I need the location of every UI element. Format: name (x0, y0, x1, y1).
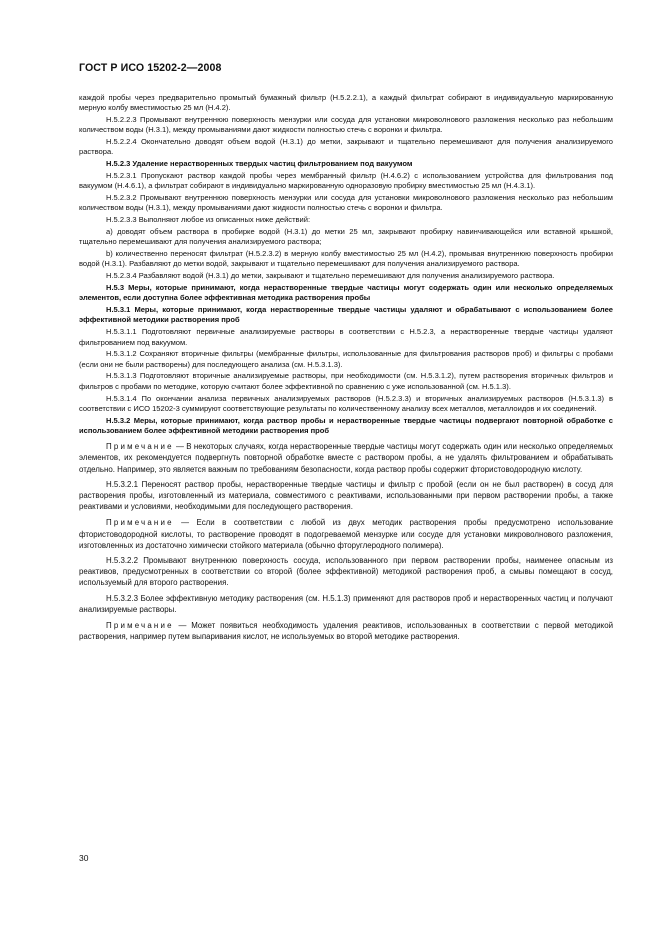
section-heading: Н.5.3.1 Меры, которые принимают, когда нерастворенные твердые частицы удаляют и обрабатывают с использованием более эффективной методики растворения проб (79, 305, 613, 325)
list-item: b) количественно переносят фильтрат (Н.5.2.3.2) в мерную колбу вместимостью 25 мл (Н.4.2), промывая внутреннюю поверхность пробирки водой (Н.3.1). Разбавляют до метки водой, закрывают и тщательно перемешивают для получения анализируемого раствора. (79, 249, 613, 269)
note-text: — Если в соответствии с любой из двух методик растворения пробы предусмотрено использование фтористоводородной кислоты, то растворение проводят в подогреваемой мензурке или сосуде для установки микроволнового разложения, изготовленных из достаточно химически стойкого материала (обычно фторуглеродного полимера). (79, 518, 613, 550)
note (79, 441, 613, 475)
paragraph: Н.5.3.1.2 Сохраняют вторичные фильтры (мембранные фильтры, использованные для фильтрования растворов проб) и фильтры с пробами (если они не были растворены) для последующего анализа (см. Н.5.3.1.3). (79, 349, 613, 369)
section-heading: Н.5.3 Меры, которые принимают, когда нерастворенные твердые частицы могут содержать один или несколько определяемых элементов, если доступна более эффективная методика растворения пробы (79, 283, 613, 303)
paragraph: Н.5.3.2.2 Промывают внутреннюю поверхность сосуда, использованного при первом растворении пробы, наименее опасным из реактивов, предусмотренных в соответствии со второй (более эффективной) методикой растворения проб, а смывы помещают в сосуд, используемый для второго растворения. (79, 556, 613, 588)
paragraph: Н.5.2.3.4 Разбавляют водой (Н.3.1) до метки, закрывают и тщательно перемешивают для получения анализируемого раствора. (106, 271, 555, 281)
note-label: Примечание (106, 442, 174, 452)
note-text: — В некоторых случаях, когда нерастворенные твердые частицы могут содержать один или несколько определяемых элементов, их рекомендуется подвергнуть повторной обработке вместе с раствором пробы, а не удалять фильтрованием и обрабатывать отдельно. Например, это является важным по требованиям безопасности, когда раствор пробы содержит фтористоводородную кислоту. (79, 442, 613, 474)
paragraph: Н.5.2.2.4 Окончательно доводят объем водой (Н.3.1) до метки, закрывают и тщательно перемешивают для получения анализируемого раствора. (79, 137, 613, 157)
document-header: ГОСТ Р ИСО 15202-2—2008 (79, 62, 222, 74)
section-heading: Н.5.2.3 Удаление нерастворенных твердых частиц фильтрованием под вакуумом (106, 159, 413, 169)
note-label: Примечание (106, 621, 174, 631)
paragraph: Н.5.3.1.1 Подготовляют первичные анализируемые растворы в соответствии с Н.5.2.3, а нерастворенные твердые частицы удаляют фильтрованием под вакуумом. (79, 327, 613, 347)
document-body (79, 93, 613, 646)
paragraph: Н.5.2.3.3 Выполняют любое из описанных ниже действий: (106, 215, 311, 225)
note-label: Примечание (106, 518, 174, 528)
paragraph: каждой пробы через предварительно промытый бумажный фильтр (Н.5.2.2.1), а каждый фильтрат собирают в индивидуальную маркированную мерную колбу вместимостью 25 мл (Н.4.2). (79, 93, 613, 113)
note (79, 517, 613, 551)
paragraph: Н.5.3.2.3 Более эффективную методику растворения (см. Н.5.1.3) применяют для растворов проб и нерастворенных частиц и получают анализируемые растворы. (79, 593, 613, 614)
list-item: а) доводят объем раствора в пробирке водой (Н.3.1) до метки 25 мл, закрывают пробирку навинчивающейся или вставной крышкой, тщательно перемешивают для получения анализируемого раствора; (79, 227, 613, 247)
paragraph: Н.5.2.3.2 Промывают внутреннюю поверхность мензурки или сосуда для установки микроволнового разложения несколько раз небольшим количеством воды (Н.3.1), между промываниями дают жидкости полностью стечь с воронки и фильтра. (79, 193, 613, 213)
paragraph: Н.5.3.2.1 Переносят раствор пробы, нерастворенные твердые частицы и фильтр с пробой (если он не был растворен) в сосуд для растворения пробы, изготовленный из материала, совместимого с реактивами, использованными при первом растворении пробы, а также реактивами и условиями, необходимыми для последующего растворения. (79, 479, 613, 512)
paragraph: Н.5.2.3.1 Пропускают раствор каждой пробы через мембранный фильтр (Н.4.6.2) с использованием устройства для фильтрования под вакуумом (Н.4.6.1), а фильтрат собирают в индивидуально маркированную одноразовую пробирку вместимостью 25 мл (Н.4.3.1). (79, 171, 613, 191)
note (79, 620, 613, 642)
section-heading: Н.5.3.2 Меры, которые принимают, когда раствор пробы и нерастворенные твердые частицы подвергают повторной обработке с использованием более эффективной методики растворения проб (79, 415, 613, 435)
page-number: 30 (79, 853, 89, 863)
paragraph: Н.5.2.2.3 Промывают внутреннюю поверхность мензурки или сосуда для установки микроволнового разложения несколько раз небольшим количеством воды (Н.3.1), между промываниями дают жидкости полностью стечь с воронки и фильтра. (79, 115, 613, 135)
note-text: — Может появиться необходимость удаления реактивов, использованных в соответствии с первой методикой растворения, например путем выпаривания кислот, не используемых во второй методике растворения. (79, 621, 613, 642)
paragraph: Н.5.3.1.3 Подготовляют вторичные анализируемые растворы, при необходимости (см. Н.5.3.1.2), путем растворения вторичных фильтров и фильтров с пробами по методике, которую считают более эффективной по сравнению с уже использованной (см. Н.5.1.3). (79, 371, 613, 391)
paragraph: Н.5.3.1.4 По окончании анализа первичных анализируемых растворов (Н.5.2.3.3) и вторичных анализируемых растворов (Н.5.3.1.3) в соответствии с ИСО 15202-3 суммируют соответствующие результаты по количественному анализу всех металлов, металлоидов и их соединений. (79, 393, 613, 413)
